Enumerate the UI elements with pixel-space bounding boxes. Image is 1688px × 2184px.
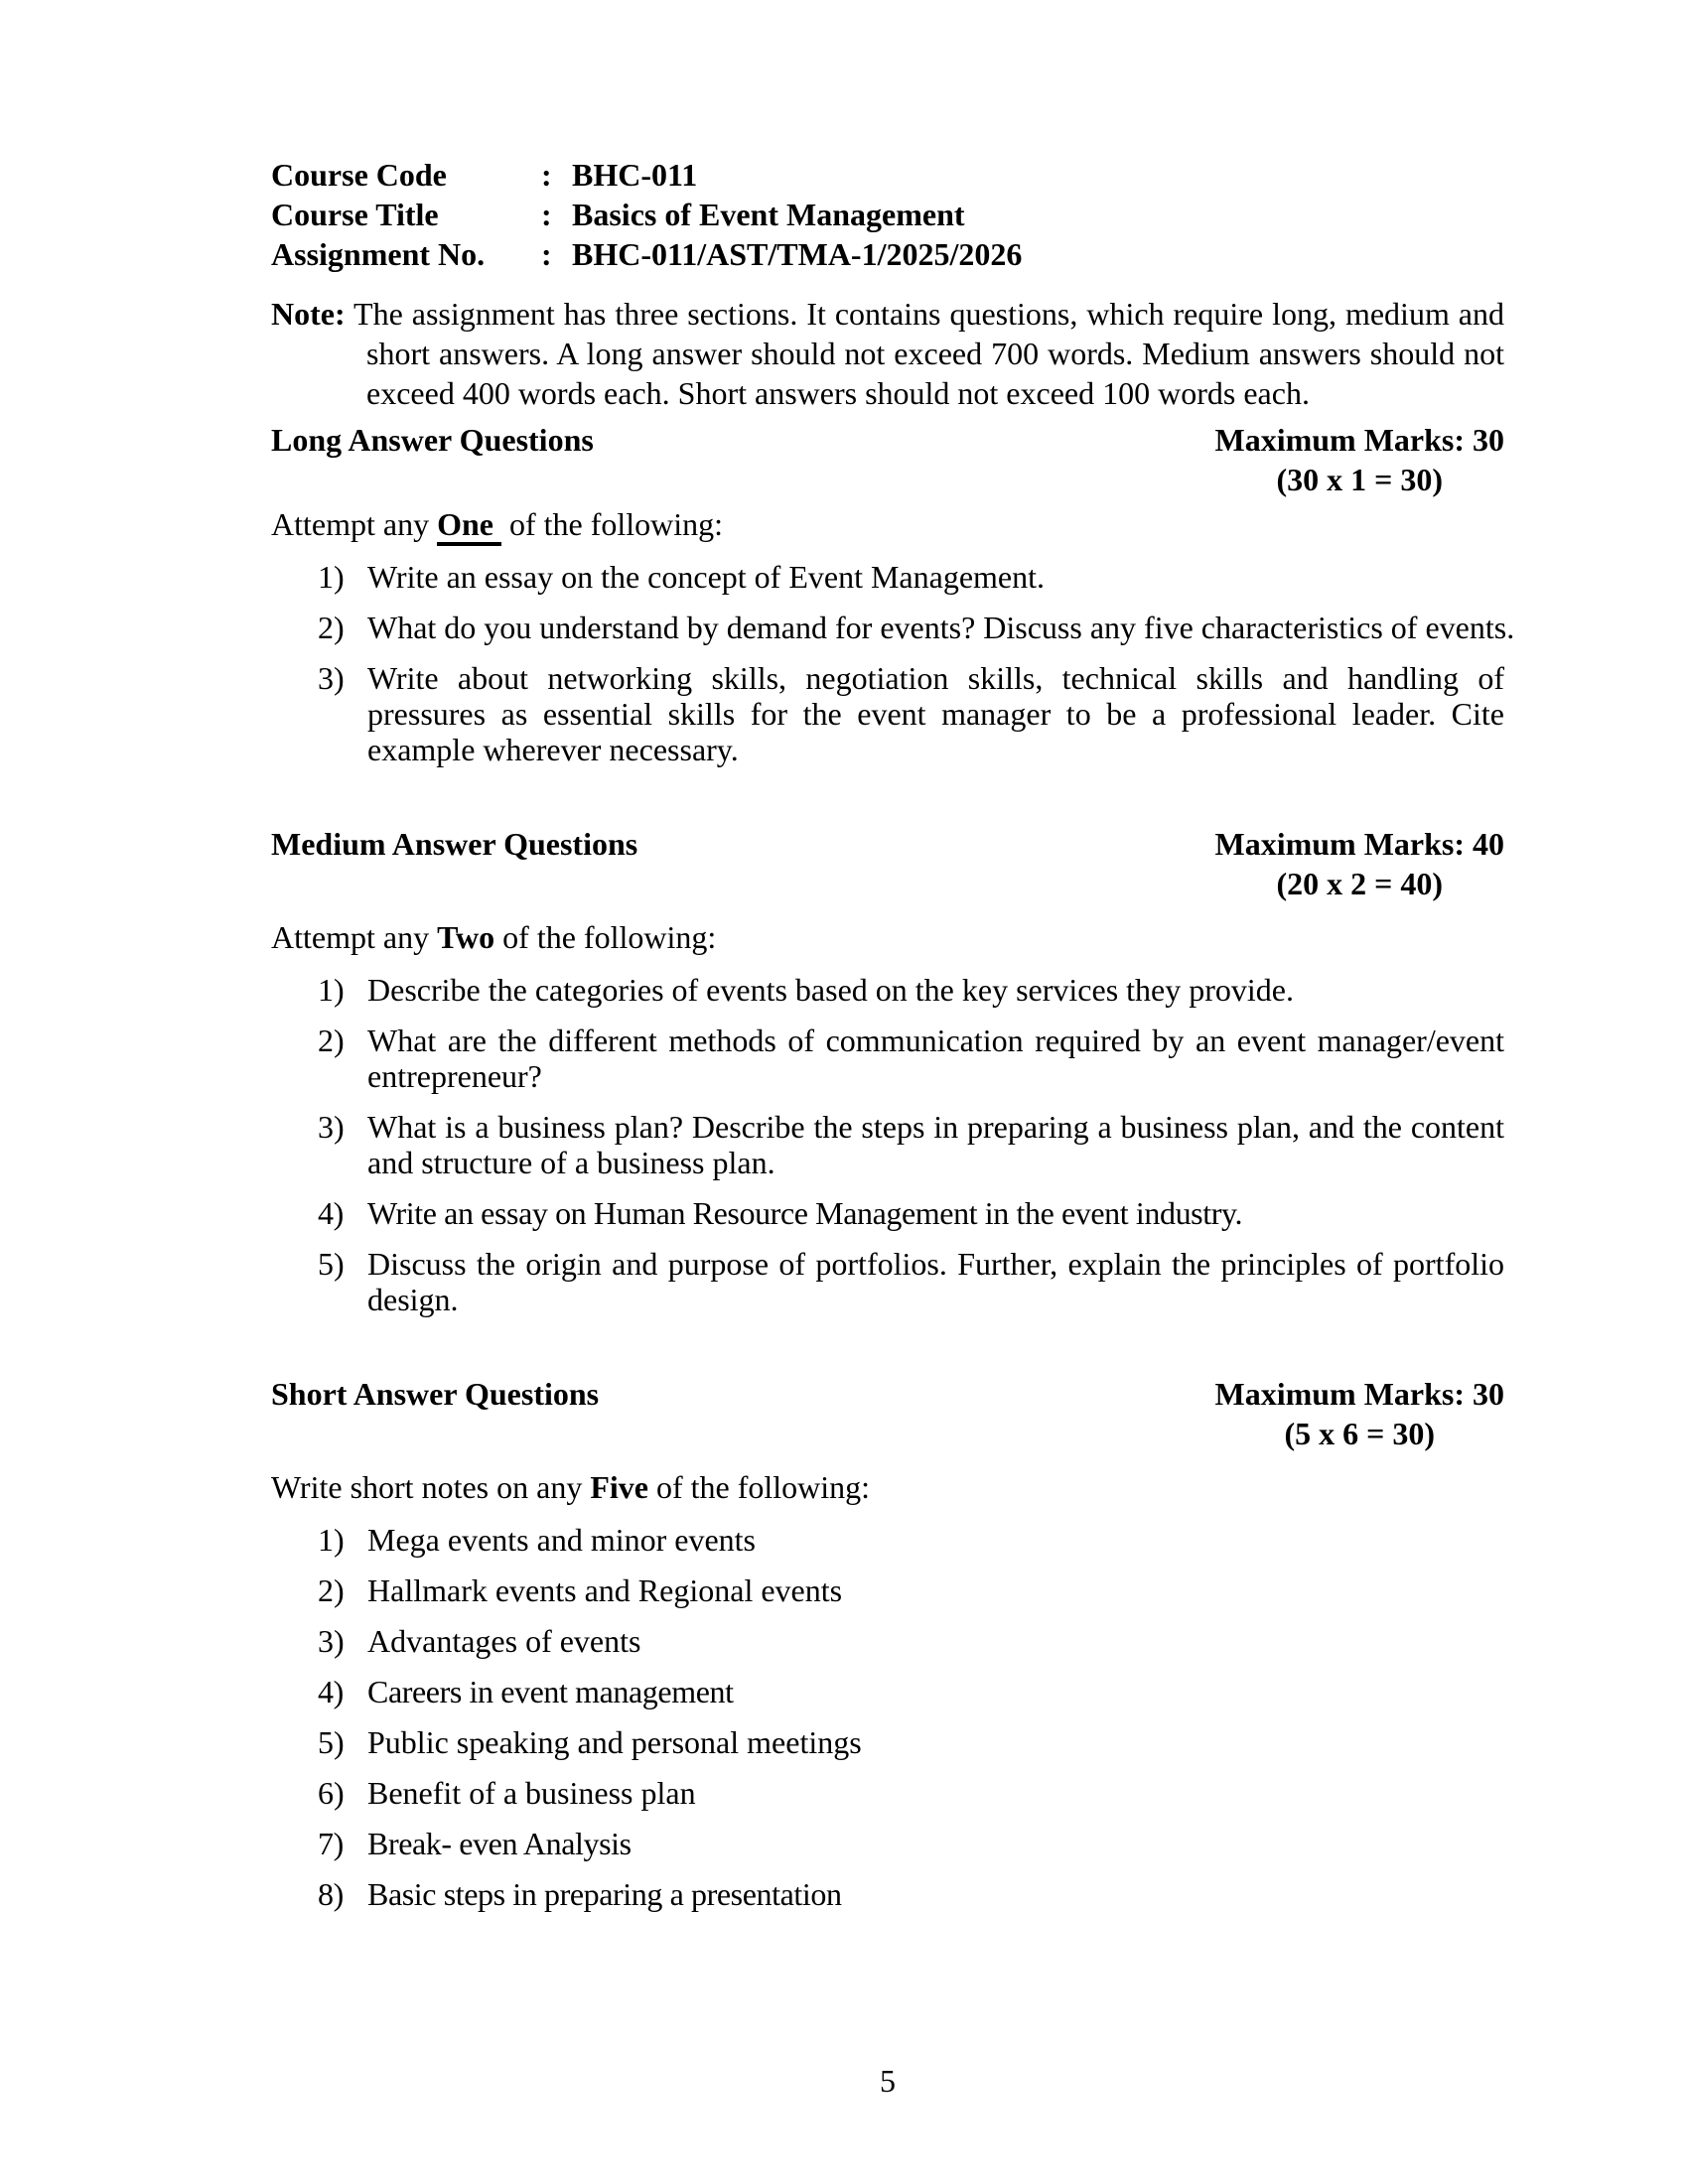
medium-answer-section-header [271,824,1504,903]
question-text: Careers in event management [367,1674,734,1709]
note-label: Note: [271,296,346,332]
question-number: 7) [318,1826,344,1861]
short-answer-max-marks: Maximum Marks: 30 [1214,1376,1504,1412]
instruction-suffix: of the following: [494,919,717,955]
question-text: Benefit of a business plan [367,1775,696,1811]
assignment-no-value: BHC-011/AST/TMA-1/2025/2026 [572,236,1023,272]
question-number: 4) [318,1195,344,1231]
question-number: 2) [318,1572,345,1608]
short-answer-question-list [271,1522,1504,1912]
instruction-prefix: Attempt any [271,919,438,955]
note-text: The assignment has three sections. It contains questions, which require long, medium and short answers. A long answer should not exceed 700 words. Medium answers should not exceed 400 words each. Short answers should not exceed 100 words each. [353,296,1505,411]
medium-answer-max-marks: Maximum Marks: 40 [1214,826,1504,862]
question-number: 5) [318,1246,345,1282]
question-text: Describe the categories of events based on the key services they provide. [367,972,1294,1008]
question-text: Public speaking and personal meetings [367,1724,862,1760]
long-answer-instruction [271,504,1504,544]
question-number: 8) [318,1876,344,1912]
question-number: 4) [318,1674,344,1709]
instruction-prefix: Attempt any [271,506,438,542]
question-number: 1) [318,559,345,595]
short-question-6 [271,1775,1504,1811]
instruction-prefix: Write short notes on any [271,1469,591,1505]
instruction-emphasis: Five [590,1469,648,1505]
short-question-8 [271,1876,1504,1912]
long-answer-question-list [271,559,1515,767]
long-question-1 [271,559,1504,595]
short-question-7 [271,1826,1504,1861]
question-text: Write an essay on Human Resource Management in the event industry. [367,1195,1243,1231]
question-number: 6) [318,1775,345,1811]
long-answer-section-header [271,420,1504,499]
medium-answer-section-title: Medium Answer Questions [271,826,638,862]
short-question-4 [271,1674,1504,1709]
instruction-emphasis: One [437,506,501,546]
medium-answer-question-list [271,972,1504,1317]
long-question-2 [271,610,1515,645]
short-answer-section-header [271,1374,1504,1453]
course-title-value: Basics of Event Management [572,197,965,232]
page-number: 5 [880,2063,896,2099]
question-number: 3) [318,1623,345,1659]
question-number: 1) [318,1522,345,1558]
instruction-emphasis: Two [437,919,495,955]
medium-answer-instruction [271,917,1504,957]
short-answer-section-title: Short Answer Questions [271,1376,600,1412]
short-answer-marks-block [1214,1374,1504,1453]
short-answer-marks-formula: (5 x 6 = 30) [1284,1416,1436,1451]
question-text: Write about networking skills, negotiation skills, technical skills and handling of pressures as essential skills for the event manager to be a professional leader. Cite example wherever necessary. [367,660,1504,767]
question-text: Advantages of events [367,1623,641,1659]
question-text: What are the different methods of communication required by an event manager/event entrepreneur? [367,1023,1504,1094]
course-header [271,155,1504,274]
course-title-label: Course Title [271,197,439,232]
question-number: 2) [318,1023,345,1058]
short-question-1 [271,1522,1504,1558]
question-text: Write an essay on the concept of Event Management. [367,559,1046,595]
short-question-3 [271,1623,1504,1659]
assignment-no-label: Assignment No. [271,236,486,272]
medium-question-4 [271,1195,1504,1231]
question-number: 2) [318,610,345,645]
course-code-label: Course Code [271,157,447,193]
short-question-5 [271,1724,1504,1760]
question-text: Discuss the origin and purpose of portfolios. Further, explain the principles of portfolio design. [367,1246,1504,1317]
long-answer-marks-formula: (30 x 1 = 30) [1276,462,1444,497]
question-text: Mega events and minor events [367,1522,756,1558]
medium-question-3 [271,1109,1504,1180]
course-code-value: BHC-011 [572,157,698,193]
medium-question-1 [271,972,1504,1008]
short-answer-instruction [271,1467,1504,1507]
question-number: 1) [318,972,345,1008]
note-spacer [346,296,353,332]
medium-answer-marks-block [1214,824,1504,903]
instruction-suffix: of the following: [647,1469,871,1505]
long-answer-marks-block [1214,420,1504,499]
course-code-separator: : [541,157,552,193]
note-paragraph [271,294,1504,413]
course-code-row [271,155,1504,195]
assignment-no-row [271,234,1504,274]
question-text: What is a business plan? Describe the steps in preparing a business plan, and the content and structure of a business plan. [367,1109,1504,1180]
course-title-separator: : [541,197,552,232]
course-title-row [271,195,1504,234]
long-answer-section-title: Long Answer Questions [271,422,594,458]
short-question-2 [271,1572,1504,1608]
question-text: Hallmark events and Regional events [367,1572,843,1608]
medium-question-5 [271,1246,1504,1317]
question-text: Break- even Analysis [367,1826,632,1861]
question-number: 3) [318,1109,345,1145]
question-number: 3) [318,660,345,696]
question-text: What do you understand by demand for events? Discuss any five characteristics of events. [367,610,1515,645]
long-answer-max-marks: Maximum Marks: 30 [1214,422,1504,458]
long-question-3 [271,660,1504,767]
instruction-suffix: of the following: [500,506,724,542]
question-text: Basic steps in preparing a presentation [367,1876,842,1912]
medium-question-2 [271,1023,1504,1094]
medium-answer-marks-formula: (20 x 2 = 40) [1276,866,1444,901]
question-number: 5) [318,1724,345,1760]
assignment-no-separator: : [541,236,552,272]
